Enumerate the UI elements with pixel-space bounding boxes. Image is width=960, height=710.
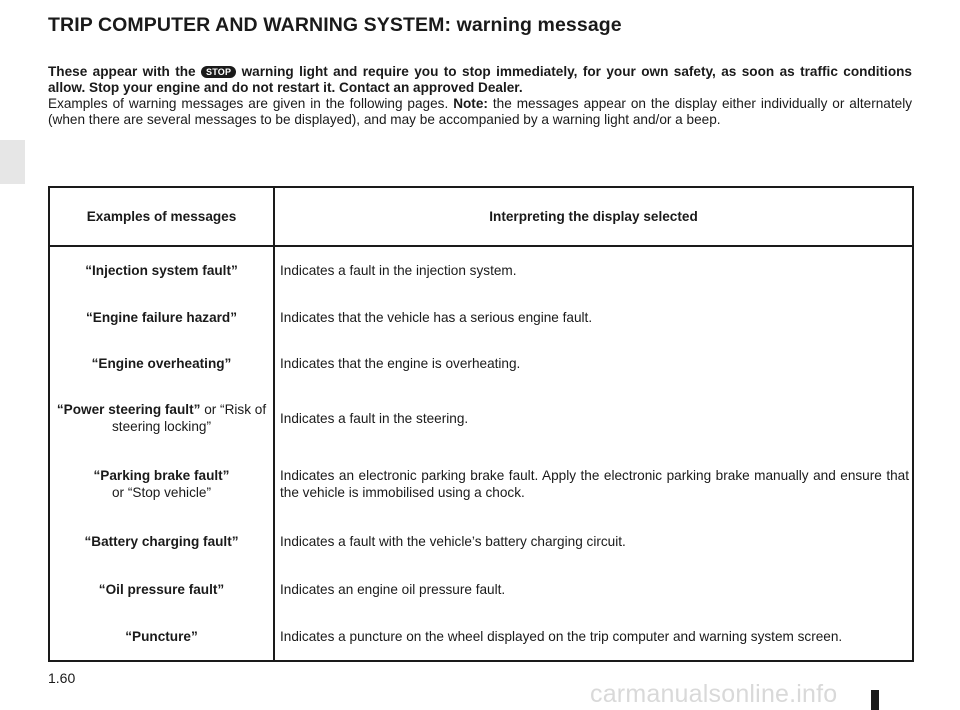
warning-messages-table — [48, 186, 914, 662]
description-cell: Indicates a fault in the steering. — [280, 410, 469, 426]
intro-bold-after-badge: warning light and require you to stop immediately, for your own safety, as soon as traffic conditions allow. Stop your engine and do not restart it. Contact an approved Dealer. — [48, 64, 912, 95]
message-cell — [49, 341, 274, 385]
description-cell: Indicates a fault in the injection system. — [280, 262, 517, 278]
intro-warning-paragraph — [48, 64, 912, 96]
message-extra-text: or “Risk of steering locking” — [112, 402, 267, 434]
page-number: 1.60 — [48, 670, 76, 686]
message-cell — [49, 246, 274, 293]
message-text: “Engine failure hazard” — [85, 309, 238, 325]
chapter-tab — [0, 140, 25, 184]
message-cell — [49, 293, 274, 341]
table-row — [49, 451, 913, 516]
message-text: “Engine overheating” — [91, 355, 232, 371]
description-cell: Indicates that the vehicle has a serious engine fault. — [280, 309, 593, 325]
message-extra-text: or “Stop vehicle” — [112, 484, 211, 500]
description-cell: Indicates an electronic parking brake fault. Apply the electronic parking brake manually and ensure that the vehicle is immobilised using a chock. — [280, 467, 909, 500]
intro-examples-paragraph — [48, 96, 912, 128]
intro-text-before-note: Examples of warning messages are given in the following pages. — [48, 96, 449, 111]
note-label: Note: — [453, 96, 488, 111]
description-cell: Indicates a puncture on the wheel displayed on the trip computer and warning system screen. — [280, 629, 843, 644]
table-header-row — [49, 187, 913, 246]
table-row — [49, 566, 913, 613]
message-cell — [49, 451, 274, 516]
message-text: “Oil pressure fault” — [98, 582, 225, 597]
message-text: “Puncture” — [125, 629, 198, 644]
description-cell: Indicates a fault with the vehicle’s battery charging circuit. — [280, 533, 626, 549]
intro-text-after-note: the messages appear on the display either individually or alternately (when there are several messages to be displayed), and may be accompanied by a warning light and/or a beep. — [48, 96, 913, 127]
stop-warning-light-icon: STOP — [201, 66, 236, 78]
page-title: TRIP COMPUTER AND WARNING SYSTEM: warning message — [48, 14, 622, 36]
message-cell — [49, 385, 274, 451]
description-cell: Indicates an engine oil pressure fault. — [280, 582, 506, 597]
corner-mark — [871, 690, 879, 710]
intro-bold-before-badge: These appear with the — [48, 64, 196, 79]
message-text: “Injection system fault” — [85, 262, 238, 278]
table-row — [49, 293, 913, 341]
table-row — [49, 516, 913, 566]
header-examples-of-messages: Examples of messages — [49, 187, 274, 246]
table-row — [49, 613, 913, 661]
intro-text — [48, 64, 912, 128]
message-cell — [49, 566, 274, 613]
table-row — [49, 246, 913, 293]
message-cell — [49, 516, 274, 566]
header-interpreting-display: Interpreting the display selected — [274, 187, 913, 246]
description-cell: Indicates that the engine is overheating. — [280, 355, 521, 371]
table-row — [49, 341, 913, 385]
message-text: “Battery charging fault” — [84, 533, 239, 549]
message-cell — [49, 613, 274, 661]
message-text: “Power steering fault” — [56, 402, 201, 417]
watermark: carmanualsonline.info — [590, 680, 838, 708]
message-text: “Parking brake fault” — [93, 467, 230, 483]
table-row — [49, 385, 913, 451]
